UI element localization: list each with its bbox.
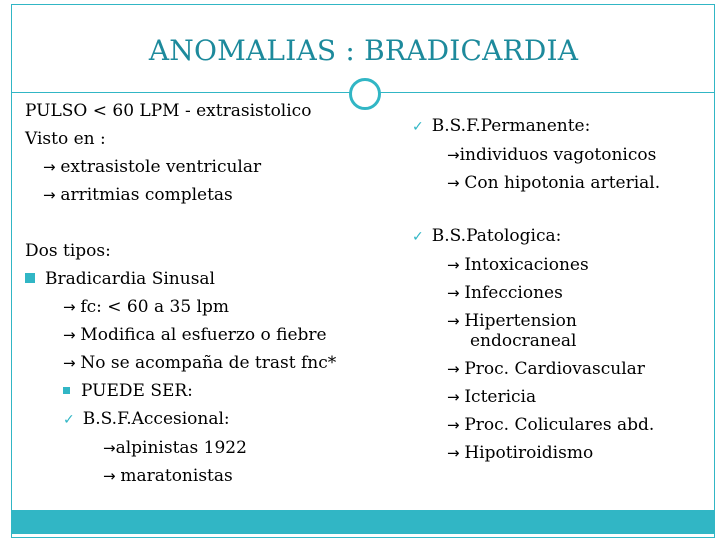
arrow-right-icon: → xyxy=(447,146,460,164)
arrow-right-icon: → xyxy=(447,416,465,434)
tipos-line: Dos tipos: xyxy=(25,241,111,261)
list-item: Bradicardia Sinusal xyxy=(25,265,365,293)
checkmark-icon: ✓ xyxy=(412,229,424,245)
arrow-right-icon: → xyxy=(63,354,81,372)
arrow-right-icon: → xyxy=(103,439,116,457)
square-bullet-icon xyxy=(63,387,70,394)
list-item: →alpinistas 1922 xyxy=(103,438,247,458)
left-column xyxy=(25,97,365,490)
arrow-right-icon: → xyxy=(447,360,465,378)
list-item: → Proc. Coliculares abd. xyxy=(447,415,655,435)
arrow-right-icon: → xyxy=(447,444,465,462)
list-item: → Infecciones xyxy=(447,283,563,303)
list-item: → Intoxicaciones xyxy=(447,255,589,275)
list-item: → arritmias completas xyxy=(43,185,233,205)
slide-title: ANOMALIAS : BRADICARDIA xyxy=(148,34,579,67)
visto-line: Visto en : xyxy=(25,129,106,149)
list-item: → Hipotiroidismo xyxy=(447,443,594,463)
list-item: → No se acompaña de trast fnc* xyxy=(63,353,337,373)
checkmark-icon: ✓ xyxy=(412,119,424,135)
list-item: → Proc. Cardiovascular xyxy=(447,359,645,379)
right-column xyxy=(412,112,712,467)
list-item: → maratonistas xyxy=(103,466,233,486)
arrow-right-icon: → xyxy=(447,256,465,274)
list-item: ✓ B.S.F.Accesional: xyxy=(63,409,230,429)
arrow-right-icon: → xyxy=(447,388,465,406)
square-bullet-icon xyxy=(25,273,35,283)
arrow-right-icon: → xyxy=(447,284,465,302)
list-item: → fc: < 60 a 35 lpm xyxy=(63,297,229,317)
list-item: → Hipertension xyxy=(447,311,577,331)
list-item: → extrasistole ventricular xyxy=(43,157,262,177)
footer-bar xyxy=(12,510,715,534)
arrow-right-icon: → xyxy=(43,186,61,204)
list-item: → Con hipotonia arterial. xyxy=(447,173,661,193)
arrow-right-icon: → xyxy=(447,174,465,192)
arrow-right-icon: → xyxy=(103,467,121,485)
pulso-line: PULSO < 60 LPM - extrasistolico xyxy=(25,101,312,121)
list-item-continuation: endocraneal xyxy=(470,331,577,351)
arrow-right-icon: → xyxy=(447,312,465,330)
checkmark-icon: ✓ xyxy=(63,412,75,428)
list-item: ✓ B.S.F.Permanente: xyxy=(412,116,591,136)
list-item: ✓ B.S.Patologica: xyxy=(412,226,562,246)
list-item: → Ictericia xyxy=(447,387,537,407)
list-item: PUEDE SER: xyxy=(25,377,365,405)
list-item: → Modifica al esfuerzo o fiebre xyxy=(63,325,327,345)
arrow-right-icon: → xyxy=(43,158,61,176)
list-item: →individuos vagotonicos xyxy=(447,145,657,165)
arrow-right-icon: → xyxy=(63,326,81,344)
arrow-right-icon: → xyxy=(63,298,81,316)
